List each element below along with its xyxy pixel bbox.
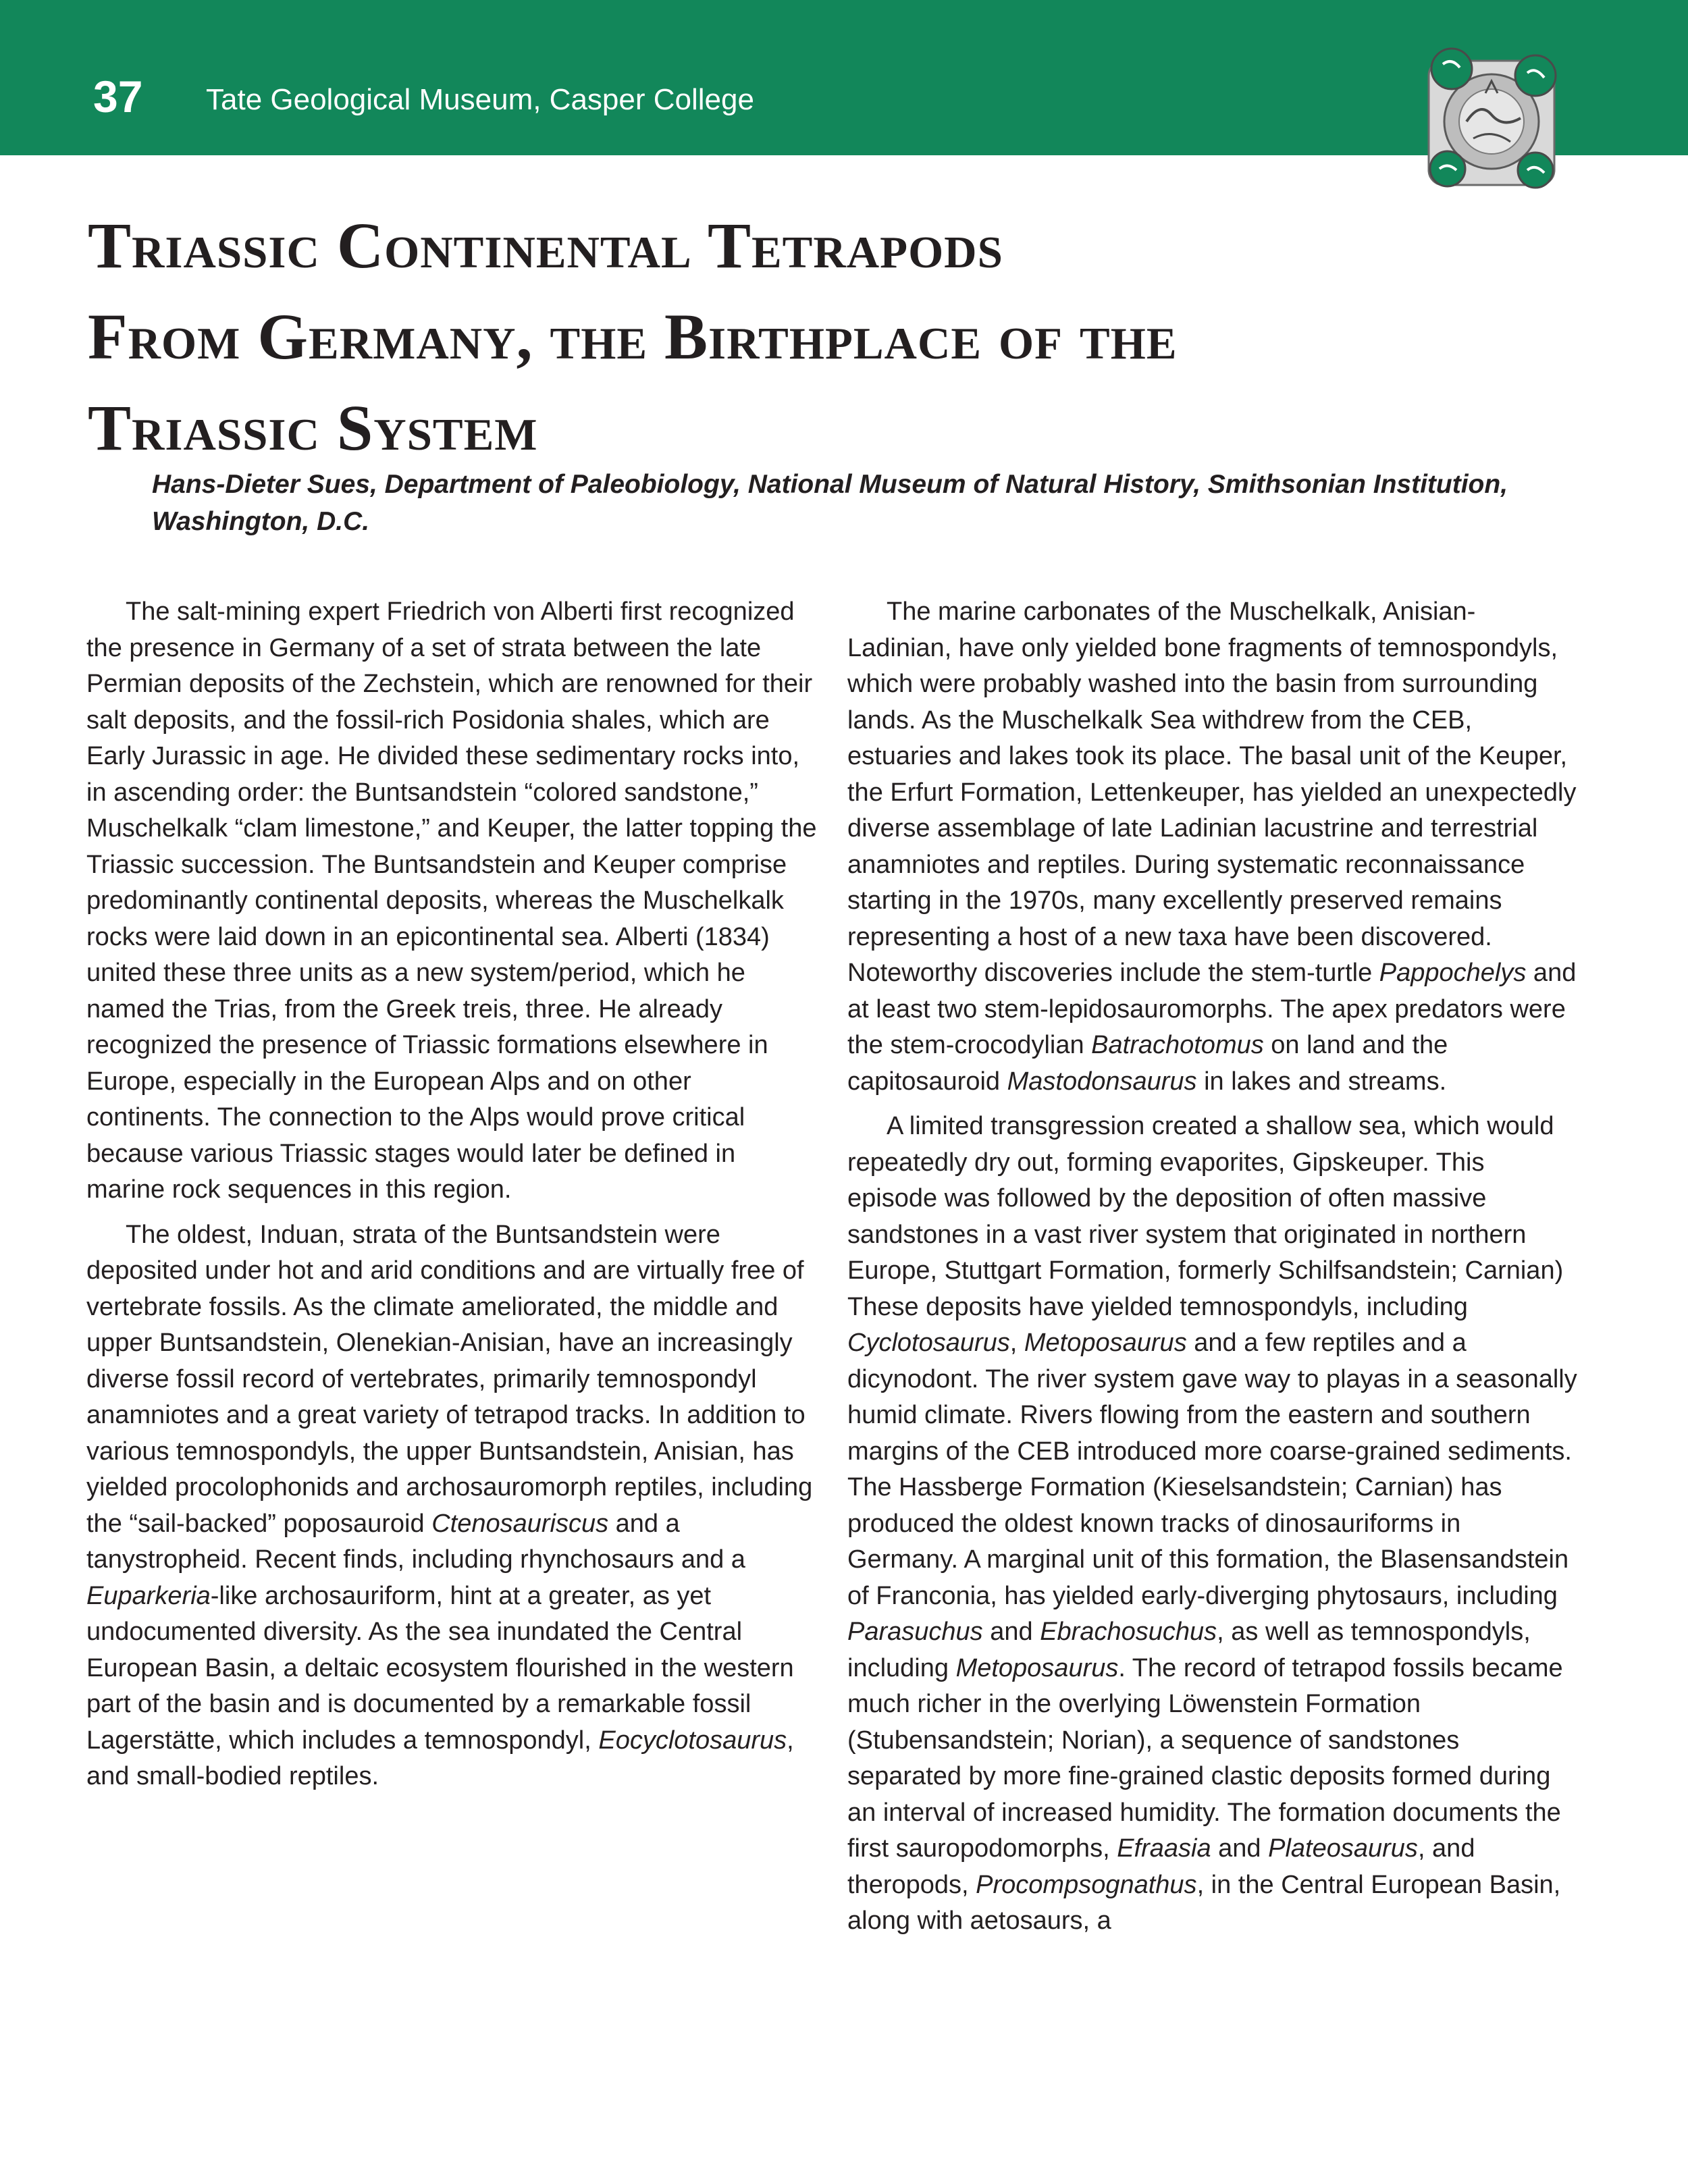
taxon-name: Cyclotosaurus — [847, 1329, 1010, 1357]
author-affiliation: Hans-Dieter Sues, Department of Paleobiology, National Museum of Natural History, Smithsonian Institution, Washington, D.C. — [152, 470, 1508, 536]
taxon-name: Ctenosauriscus — [431, 1509, 609, 1538]
paragraph: The oldest, Induan, strata of the Buntsandstein were deposited under hot and arid conditions and are virtually free of vertebrate fossils. As the climate ameliorated, the middle and upper Buntsandstein, Olenekian-Anisian, have an increasingly diverse fossil record of vertebrates, primarily temnospondyl anamniotes and a great variety of tetrapod tracks. In addition to various temnospondyls, the upper Buntsandstein, Anisian, has yielded procolophonids and archosauromorph reptiles, including the “sail-backed” poposauroid Ctenosauriscus and a tanystropheid. Recent finds, including rhynchosaurs and a Euparkeria-like archosauriform, hint at a greater, as yet undocumented diversity. As the sea inundated the Central European Basin, a deltaic ecosystem flourished in the western part of the basin and is documented by a remarkable fossil Lagerstätte, which includes a temnospondyl, Eocyclotosaurus, and small-bodied reptiles. — [86, 1220, 813, 1790]
taxon-name: Batrachotomus — [1091, 1031, 1264, 1059]
title-line: Triassic Continental Tetrapods — [88, 209, 1003, 282]
taxon-name: Eocyclotosaurus — [598, 1726, 787, 1755]
right-column — [847, 594, 1578, 1948]
paragraph: A limited transgression created a shallow sea, which would repeatedly dry out, forming evaporites, Gipskeuper. This episode was followed by the deposition of often massive sandstones in a vast river system that originated in northern Europe, Stuttgart Formation, formerly Schilfsandstein; Carnian) These deposits have yielded temnospondyls, including Cyclotosaurus, Metoposaurus and a few reptiles and a dicynodont. The river system gave way to playas in a seasonally humid climate. Rivers flowing from the eastern and southern margins of the CEB introduced more coarse-grained sediments. The Hassberge Formation (Kieselsandstein; Carnian) has produced the oldest known tracks of dinosauriforms in Germany. A marginal unit of this formation, the Blasensandstein of Franconia, has yielded early-diverging phytosaurs, including Parasuchus and Ebrachosuchus, as well as temnospondyls, including Metoposaurus. The record of tetrapod fossils became much richer in the overlying Löwenstein Formation (Stubensandstein; Norian), a sequence of sandstones separated by more fine-grained clastic deposits formed during an interval of increased humidity. The formation documents the first sauropodomorphs, Efraasia and Plateosaurus, and theropods, Procompsognathus, in the Central European Basin, along with aetosaurs, a — [847, 1112, 1577, 1935]
paragraph: The salt-mining expert Friedrich von Alberti first recognized the presence in Germany of a set of strata between the late Permian deposits of the Zechstein, which are renowned for their salt deposits, and the fossil-rich Posidonia shales, which are Early Jurassic in age. He divided these sedimentary rocks into, in ascending order: the Buntsandstein “colored sandstone,” Muschelkalk “clam limestone,” and Keuper, the latter topping the Triassic succession. The Buntsandstein and Keuper comprise predominantly continental deposits, whereas the Muschelkalk rocks were laid down in an epicontinental sea. Alberti (1834) united these three units as a new system/period, which he named the Trias, from the Greek treis, three. He already recognized the presence of Triassic formations elsewhere in Europe, especially in the European Alps and on other continents. The connection to the Alps would prove critical because various Triassic stages would later be defined in marine rock sequences in this region. — [86, 597, 817, 1204]
taxon-name: Euparkeria — [86, 1581, 211, 1610]
article-title — [88, 200, 1607, 473]
taxon-name: Metoposaurus — [955, 1653, 1119, 1682]
taxon-name: Procompsognathus — [976, 1870, 1197, 1899]
taxon-name: Pappochelys — [1379, 959, 1527, 987]
museum-seal-icon — [1419, 41, 1564, 194]
running-head: Tate Geological Museum, Casper College — [206, 83, 754, 116]
taxon-name: Plateosaurus — [1268, 1834, 1418, 1863]
taxon-name: Ebrachosuchus — [1040, 1618, 1217, 1646]
left-column — [86, 594, 817, 1804]
taxon-name: Parasuchus — [847, 1618, 983, 1646]
taxon-name: Mastodonsaurus — [1007, 1067, 1197, 1096]
page-number: 37 — [93, 72, 143, 122]
title-line: From Germany, the Birthplace of the — [88, 300, 1178, 373]
title-line: Triassic System — [88, 392, 538, 464]
paragraph: The marine carbonates of the Muschelkalk, Anisian-Ladinian, have only yielded bone fragments of temnospondyls, which were probably washed into the basin from surrounding lands. As the Muschelkalk Sea withdrew from the CEB, estuaries and lakes took its place. The basal unit of the Keuper, the Erfurt Formation, Lettenkeuper, has yielded an unexpectedly diverse assemblage of late Ladinian lacustrine and terrestrial anamniotes and reptiles. During systematic reconnaissance starting in the 1970s, many excellently preserved remains representing a host of a new taxa have been discovered. Noteworthy discoveries include the stem-turtle Pappochelys and at least two stem-lepidosauromorphs. The apex predators were the stem-crocodylian Batrachotomus on land and the capitosauroid Mastodonsaurus in lakes and streams. — [847, 597, 1577, 1096]
taxon-name: Efraasia — [1117, 1834, 1211, 1863]
taxon-name: Metoposaurus — [1024, 1329, 1187, 1357]
